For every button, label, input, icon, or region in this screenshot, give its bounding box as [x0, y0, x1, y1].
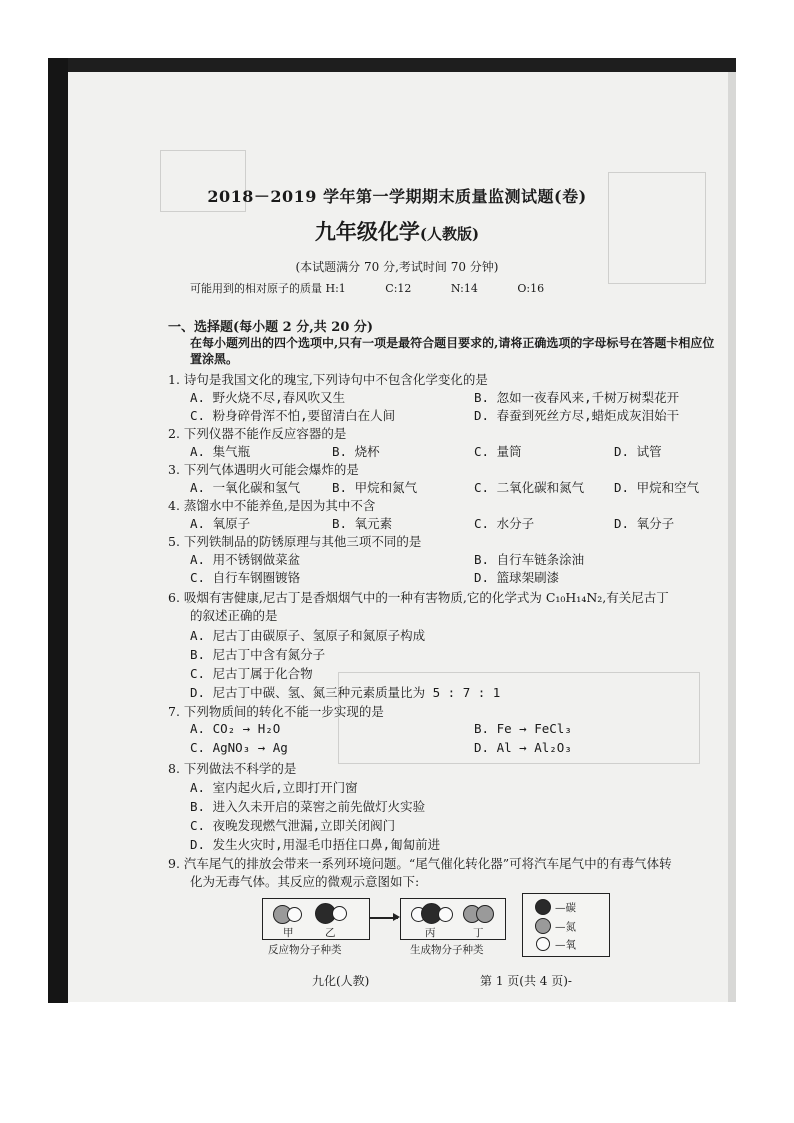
atomic-mass-line: [190, 280, 580, 296]
atomic-mass-c: C:12: [385, 282, 412, 295]
question-9: 9. 汽车尾气的排放会带来一系列环境问题。“尾气催化转化器”可将汽车尾气中的有毒气体转: [168, 856, 672, 871]
reactant-caption: 反应物分子种类: [268, 944, 342, 956]
legend-nitrogen: —氮: [555, 921, 576, 933]
reaction-arrow: [370, 917, 398, 919]
q1-option-c: C. 粉身碎骨浑不怕,要留清白在人间: [190, 408, 396, 423]
q3-option-b: B. 甲烷和氮气: [332, 480, 418, 495]
q1-option-a: A. 野火烧不尽,春风吹又生: [190, 390, 346, 405]
q7-option-c: C. AgNO₃ → Ag: [190, 740, 288, 755]
question-5: 5. 下列铁制品的防锈原理与其他三项不同的是: [168, 534, 422, 549]
question-6: 6. 吸烟有害健康,尼古丁是香烟烟气中的一种有害物质,它的化学式为 C₁₀H₁₄N₂,有关尼古丁: [168, 590, 669, 605]
q6-option-b: B. 尼古丁中含有氮分子: [190, 647, 326, 662]
q8-option-a: A. 室内起火后,立即打开门窗: [190, 780, 358, 795]
atomic-mass-o: O:16: [517, 282, 545, 295]
exam-note: (本试题满分 70 分,考试时间 70 分钟): [295, 260, 499, 274]
q8-option-b: B. 进入久未开启的菜窖之前先做灯火实验: [190, 799, 426, 814]
molecule-label-bing: 丙: [425, 927, 436, 939]
nitrogen-atom-icon: [476, 905, 494, 923]
q2-option-c: C. 量筒: [474, 444, 522, 459]
molecule-label-jia: 甲: [283, 927, 294, 939]
q2-option-b: B. 烧杯: [332, 444, 380, 459]
legend-carbon: —碳: [555, 902, 576, 914]
section-instruction: 在每小题列出的四个选项中,只有一项是最符合题目要求的,请将正确选项的字母标号在答题卡相应位: [190, 336, 715, 350]
q8-option-c: C. 夜晚发现燃气泄漏,立即关闭阀门: [190, 818, 396, 833]
paper-edge: [728, 72, 736, 1002]
question-6-cont: 的叙述正确的是: [190, 608, 278, 623]
product-caption: 生成物分子种类: [410, 944, 484, 956]
q6-option-c: C. 尼古丁属于化合物: [190, 666, 313, 681]
q5-option-a: A. 用不锈钢做菜盆: [190, 552, 301, 567]
q2-option-d: D. 试管: [614, 444, 662, 459]
q6-option-d: D. 尼古丁中碳、氢、氮三种元素质量比为 5 : 7 : 1: [190, 685, 501, 700]
nitrogen-legend-icon: [535, 918, 551, 934]
q7-option-a: A. CO₂ → H₂O: [190, 721, 281, 736]
question-7: 7. 下列物质间的转化不能一步实现的是: [168, 704, 384, 719]
scan-border-top: [48, 58, 736, 72]
question-9-cont: 化为无毒气体。其反应的微观示意图如下:: [190, 874, 420, 889]
q6-option-a: A. 尼古丁由碳原子、氢原子和氮原子构成: [190, 628, 426, 643]
oxygen-atom-icon: [438, 907, 453, 922]
question-3: 3. 下列气体遇明火可能会爆炸的是: [168, 462, 359, 477]
section-title: 一、选择题(每小题 2 分,共 20 分): [168, 320, 374, 335]
question-4: 4. 蒸馏水中不能养鱼,是因为其中不含: [168, 498, 376, 513]
q5-option-d: D. 篮球架刷漆: [474, 570, 560, 585]
reactant-molecules-box: [262, 898, 370, 940]
q1-option-d: D. 春蚕到死丝方尽,蜡炬成灰泪始干: [474, 408, 680, 423]
oxygen-atom-icon: [332, 906, 347, 921]
product-molecules-box: [400, 898, 506, 940]
q8-option-d: D. 发生火灾时,用湿毛巾捂住口鼻,匍匐前进: [190, 837, 441, 852]
q3-option-a: A. 一氧化碳和氢气: [190, 480, 301, 495]
molecule-label-ding: 丁: [473, 927, 484, 939]
oxygen-legend-icon: [536, 937, 550, 951]
q4-option-a: A. 氧原子: [190, 516, 251, 531]
footer-subject: 九化(人教): [312, 974, 370, 988]
carbon-legend-icon: [535, 899, 551, 915]
q1-option-b: B. 忽如一夜春风来,千树万树梨花开: [474, 390, 680, 405]
atomic-mass-label: 可能用到的相对原子的质量 H:1: [190, 282, 346, 295]
q2-option-a: A. 集气瓶: [190, 444, 251, 459]
atomic-mass-n: N:14: [450, 282, 478, 295]
molecule-label-yi: 乙: [325, 927, 336, 939]
q5-option-b: B. 自行车链条涂油: [474, 552, 585, 567]
section-instruction-cont: 置涂黑。: [190, 352, 239, 366]
q7-option-b: B. Fe → FeCl₃: [474, 721, 572, 736]
q4-option-b: B. 氧元素: [332, 516, 393, 531]
question-1: 1. 诗句是我国文化的瑰宝,下列诗句中不包含化学变化的是: [168, 372, 488, 387]
oxygen-atom-icon: [287, 907, 302, 922]
q5-option-c: C. 自行车钢圈镀铬: [190, 570, 301, 585]
q4-option-d: D. 氧分子: [614, 516, 675, 531]
atom-legend-box: [522, 893, 610, 957]
q7-option-d: D. Al → Al₂O₃: [474, 740, 572, 755]
question-2: 2. 下列仪器不能作反应容器的是: [168, 426, 347, 441]
q3-option-c: C. 二氧化碳和氮气: [474, 480, 585, 495]
legend-oxygen: —氧: [555, 939, 576, 951]
edition-label: (人教版): [419, 225, 480, 243]
exam-subtitle: 九年级化学(人教版): [314, 219, 480, 244]
exam-title: 2018－2019 学年第一学期期末质量监测试题(卷): [207, 187, 587, 206]
footer-page-number: 第 1 页(共 4 页)-: [480, 974, 572, 988]
q4-option-c: C. 水分子: [474, 516, 535, 531]
q3-option-d: D. 甲烷和空气: [614, 480, 700, 495]
question-8: 8. 下列做法不科学的是: [168, 761, 297, 776]
